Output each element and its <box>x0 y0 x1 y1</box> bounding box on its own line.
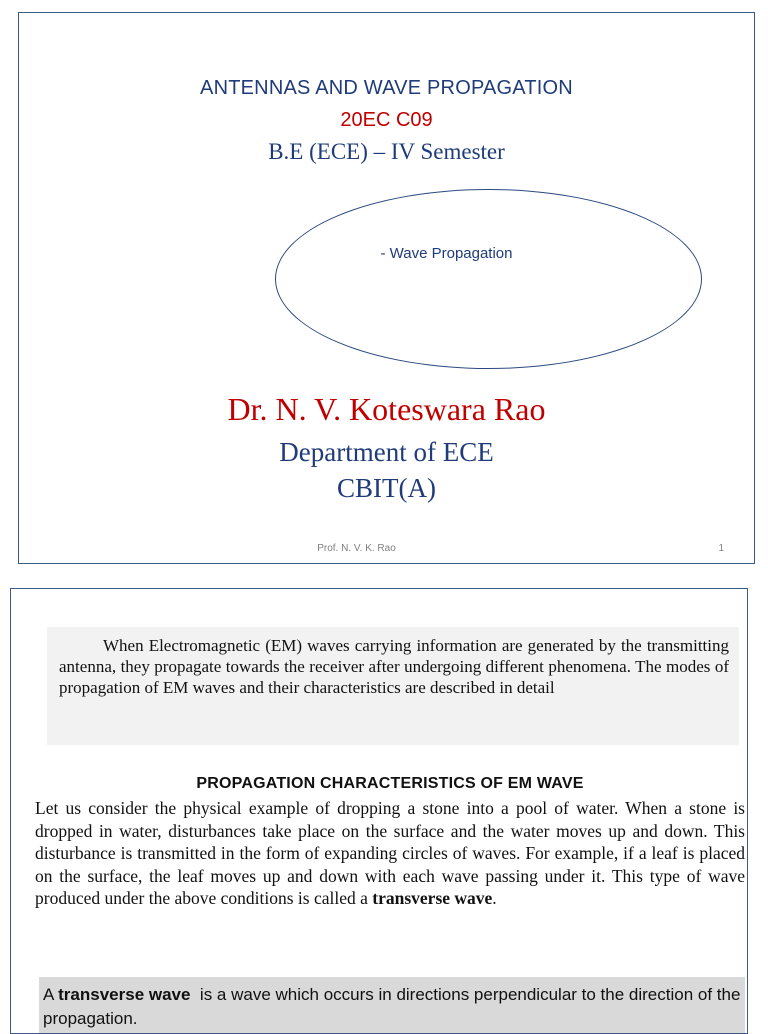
body-text: Let us consider the physical example of dropping a stone into a pool of water. When a stone is dropped in water, disturbances take place on the surface and the water moves up and down. This disturbance is transmitted in the form of expanding circles of waves. For example, if a leaf is placed on the surface, the leaf moves up and down with each wave passing under it. This type of wave produced under the above conditions is called a <box>35 798 745 908</box>
department-name: Department of ECE <box>279 437 494 467</box>
definition-scan <box>39 977 745 1034</box>
semester-label: B.E (ECE) – IV Semester <box>268 139 505 164</box>
topic-ellipse <box>275 189 702 369</box>
footer-author: Prof. N. V. K. Rao <box>317 543 396 554</box>
title-slide <box>18 12 755 564</box>
body-end: . <box>492 888 497 908</box>
definition-term: transverse wave <box>58 985 191 1004</box>
section-heading: PROPAGATION CHARACTERISTICS OF EM WAVE <box>196 775 584 792</box>
page-number: 1 <box>718 543 724 554</box>
definition-text: is a wave which occurs in directions perpendicular to the direction of the propagation. <box>43 985 741 1028</box>
institution-name: CBIT(A) <box>337 473 436 503</box>
course-title: ANTENNAS AND WAVE PROPAGATION <box>200 77 573 99</box>
content-slide <box>10 588 748 1034</box>
definition-prefix: A <box>43 985 54 1004</box>
course-code: 20EC C09 <box>340 109 433 131</box>
body-term: transverse wave <box>372 888 493 908</box>
topic-label: - Wave Propagation <box>380 245 513 262</box>
intro-scan <box>47 627 739 745</box>
characteristics-scan <box>33 771 745 941</box>
body-paragraph <box>35 797 745 910</box>
author-name: Dr. N. V. Koteswara Rao <box>227 391 546 427</box>
intro-paragraph: When Electromagnetic (EM) waves carrying information are generated by the transmitting antenna, they propagate towards the receiver after undergoing different phenomena. The modes of propagation of EM waves and their characteristics are described in detail <box>59 636 729 697</box>
